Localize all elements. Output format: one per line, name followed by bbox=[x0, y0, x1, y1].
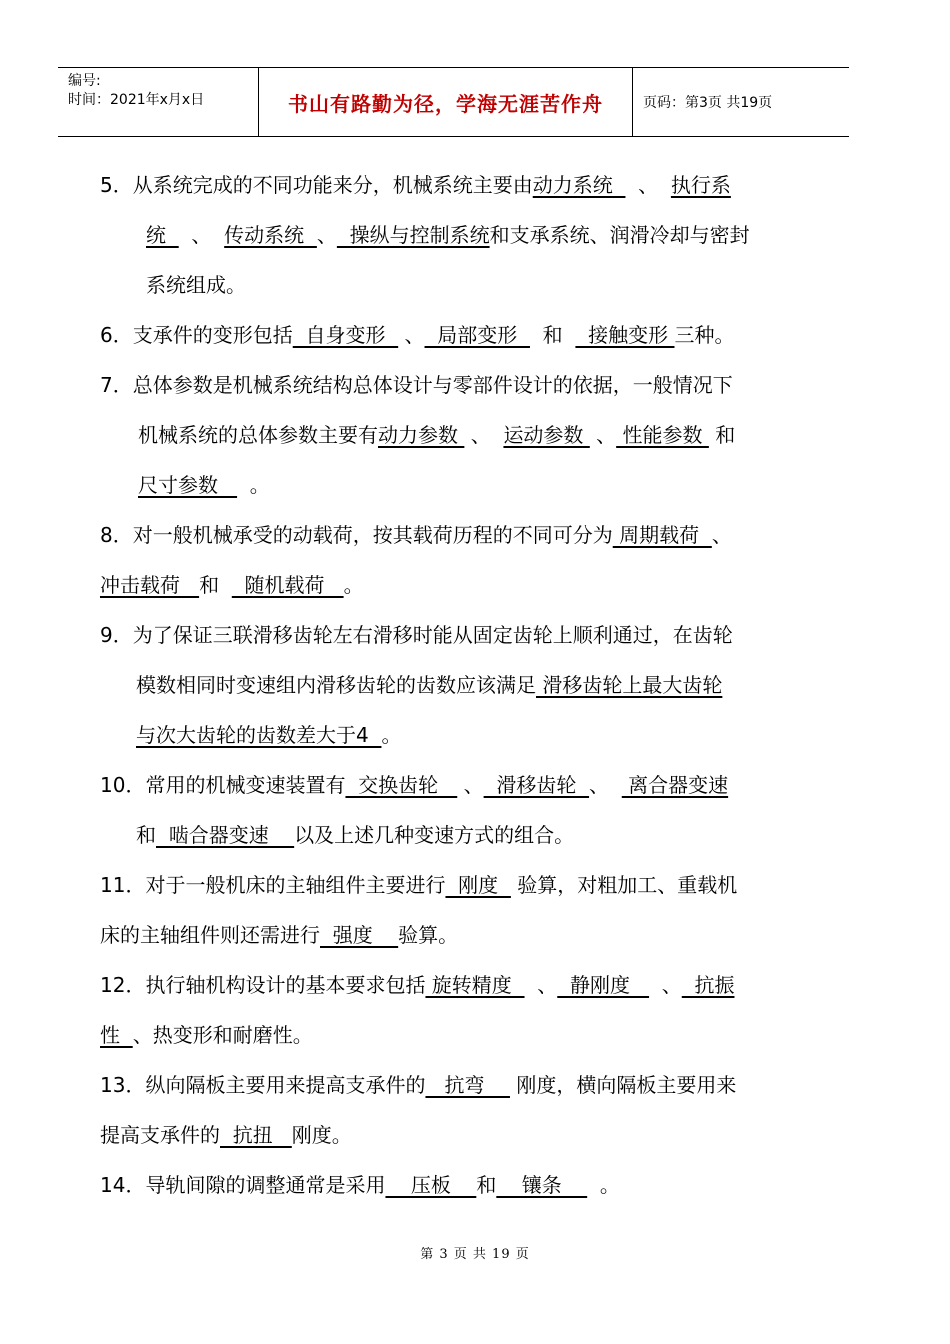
number-label: 编号: bbox=[68, 73, 101, 89]
answer-blank: 滑移齿轮上最大齿轮 bbox=[536, 673, 723, 697]
question-text: 刚度，横向隔板主要用来 bbox=[509, 1073, 737, 1097]
question-line bbox=[100, 910, 815, 960]
question-line bbox=[100, 210, 815, 260]
question-text: 、 bbox=[711, 523, 732, 547]
answer-blank: 旋转精度 bbox=[425, 973, 525, 997]
question-text: 机械系统的总体参数主要有 bbox=[138, 423, 378, 447]
answer-blank: 啮合器变速 bbox=[156, 823, 295, 847]
question-line: 系统组成。 bbox=[146, 273, 246, 297]
question-text: 、热变形和耐磨性。 bbox=[132, 1023, 313, 1047]
question-text: 12．执行轴机构设计的基本要求包括 bbox=[100, 973, 426, 997]
question-text: 、 bbox=[398, 323, 425, 347]
question-line bbox=[100, 560, 815, 610]
question-text: 和 bbox=[529, 323, 576, 347]
question-line: 7．总体参数是机械系统结构总体设计与零部件设计的依据，一般情况下 bbox=[100, 373, 733, 397]
answer-blank: 周期载荷 bbox=[612, 523, 712, 547]
question-5 bbox=[100, 160, 815, 310]
header-left-cell bbox=[58, 68, 259, 136]
question-text: 、 bbox=[524, 973, 558, 997]
page-info: 页码：第3页 共19页 bbox=[643, 95, 773, 111]
answer-blank: 统 bbox=[146, 223, 179, 247]
question-text: 模数相同时变速组内滑移齿轮的齿数应该满足 bbox=[136, 673, 536, 697]
question-line bbox=[100, 1060, 815, 1110]
question-6 bbox=[100, 310, 815, 360]
question-text: 和支承系统、润滑冷却与密封 bbox=[489, 223, 750, 247]
answer-blank: 接触变形 bbox=[575, 323, 675, 347]
answer-blank: 静刚度 bbox=[557, 973, 650, 997]
answer-blank: 执行系 bbox=[670, 173, 731, 197]
question-text: 和 bbox=[708, 423, 736, 447]
question-text: 床的主轴组件则还需进行 bbox=[100, 923, 320, 947]
question-line bbox=[100, 810, 815, 860]
question-text: 10．常用的机械变速装置有 bbox=[100, 773, 346, 797]
question-line: 9．为了保证三联滑移齿轮左右滑移时能从固定齿轮上顺利通过，在齿轮 bbox=[100, 623, 733, 647]
question-text: 、 bbox=[589, 423, 617, 447]
question-text: 、 bbox=[625, 173, 671, 197]
answer-blank: 动力参数 bbox=[378, 423, 465, 447]
answer-blank: 抗扭 bbox=[220, 1123, 292, 1147]
answer-blank: 镶条 bbox=[496, 1173, 588, 1197]
question-text: 、 bbox=[178, 223, 225, 247]
question-line bbox=[100, 510, 815, 560]
answer-blank: 抗弯 bbox=[425, 1073, 510, 1097]
page-footer: 第 3 页 共 19 页 bbox=[420, 1247, 530, 1262]
answer-blank: 交换齿轮 bbox=[345, 773, 458, 797]
question-line bbox=[100, 960, 815, 1010]
question-line bbox=[100, 160, 815, 210]
question-line bbox=[100, 410, 815, 460]
answer-blank: 尺寸参数 bbox=[138, 473, 238, 497]
question-text: 。 bbox=[343, 573, 364, 597]
question-text: 14．导轨间隙的调整通常是采用 bbox=[100, 1173, 386, 1197]
question-text: 。 bbox=[381, 723, 402, 747]
question-line bbox=[100, 310, 815, 360]
motto: 书山有路勤为径，学海无涯苦作舟 bbox=[259, 68, 633, 136]
answer-blank: 抗振 bbox=[681, 973, 735, 997]
question-line bbox=[100, 1160, 815, 1210]
question-14 bbox=[100, 1160, 815, 1210]
question-12 bbox=[100, 960, 815, 1060]
answer-blank: 离合器变速 bbox=[621, 773, 729, 797]
answer-blank: 自身变形 bbox=[292, 323, 399, 347]
question-7 bbox=[100, 360, 815, 510]
question-text: 5．从系统完成的不同功能来分，机械系统主要由 bbox=[100, 173, 533, 197]
question-text: 验算，对粗加工、重载机 bbox=[510, 873, 738, 897]
question-line bbox=[100, 760, 815, 810]
question-text: 、 bbox=[464, 423, 504, 447]
question-text: 和 bbox=[476, 1173, 497, 1197]
question-text: 、 bbox=[589, 773, 622, 797]
answer-blank: 动力系统 bbox=[532, 173, 626, 197]
question-text: 、 bbox=[316, 223, 337, 247]
question-list bbox=[100, 160, 815, 1210]
answer-blank: 刚度 bbox=[445, 873, 511, 897]
question-text: 、 bbox=[457, 773, 484, 797]
question-text: 6．支承件的变形包括 bbox=[100, 323, 293, 347]
question-text: 和 bbox=[136, 823, 156, 847]
question-text: 验算。 bbox=[398, 923, 459, 947]
answer-blank: 滑移齿轮 bbox=[483, 773, 590, 797]
answer-blank: 冲击载荷 bbox=[100, 573, 200, 597]
question-line bbox=[100, 860, 815, 910]
question-text: 提高支承件的 bbox=[100, 1123, 220, 1147]
question-line bbox=[100, 460, 815, 510]
question-line bbox=[100, 710, 815, 760]
question-line bbox=[100, 660, 815, 710]
answer-blank: 传动系统 bbox=[224, 223, 317, 247]
answer-blank: 运动参数 bbox=[503, 423, 590, 447]
question-text: 、 bbox=[649, 973, 682, 997]
question-11 bbox=[100, 860, 815, 960]
question-text: 8．对一般机械承受的动载荷，按其载荷历程的不同可分为 bbox=[100, 523, 613, 547]
question-9 bbox=[100, 610, 815, 760]
question-8 bbox=[100, 510, 815, 610]
question-line bbox=[100, 1010, 815, 1060]
question-10 bbox=[100, 760, 815, 860]
answer-blank: 强度 bbox=[320, 923, 399, 947]
header-table bbox=[58, 67, 849, 137]
question-text: 和 bbox=[199, 573, 232, 597]
time-label: 时间：2021年x月x日 bbox=[68, 92, 205, 108]
question-text: 以及上述几种变速方式的组合。 bbox=[294, 823, 575, 847]
answer-blank: 操纵与控制系统 bbox=[336, 223, 490, 247]
question-text: 13．纵向隔板主要用来提高支承件的 bbox=[100, 1073, 426, 1097]
answer-blank: 与次大齿轮的齿数差大于4 bbox=[136, 723, 382, 747]
question-line bbox=[100, 1110, 815, 1160]
answer-blank: 性能参数 bbox=[616, 423, 709, 447]
question-13 bbox=[100, 1060, 815, 1160]
answer-blank: 局部变形 bbox=[424, 323, 530, 347]
answer-blank: 性 bbox=[100, 1023, 133, 1047]
question-text: 。 bbox=[237, 473, 270, 497]
answer-blank: 随机载荷 bbox=[231, 573, 344, 597]
question-text: 11．对于一般机床的主轴组件主要进行 bbox=[100, 873, 446, 897]
question-text: 三种。 bbox=[674, 323, 735, 347]
question-text: 刚度。 bbox=[291, 1123, 352, 1147]
answer-blank: 压板 bbox=[385, 1173, 477, 1197]
question-text: 。 bbox=[587, 1173, 620, 1197]
